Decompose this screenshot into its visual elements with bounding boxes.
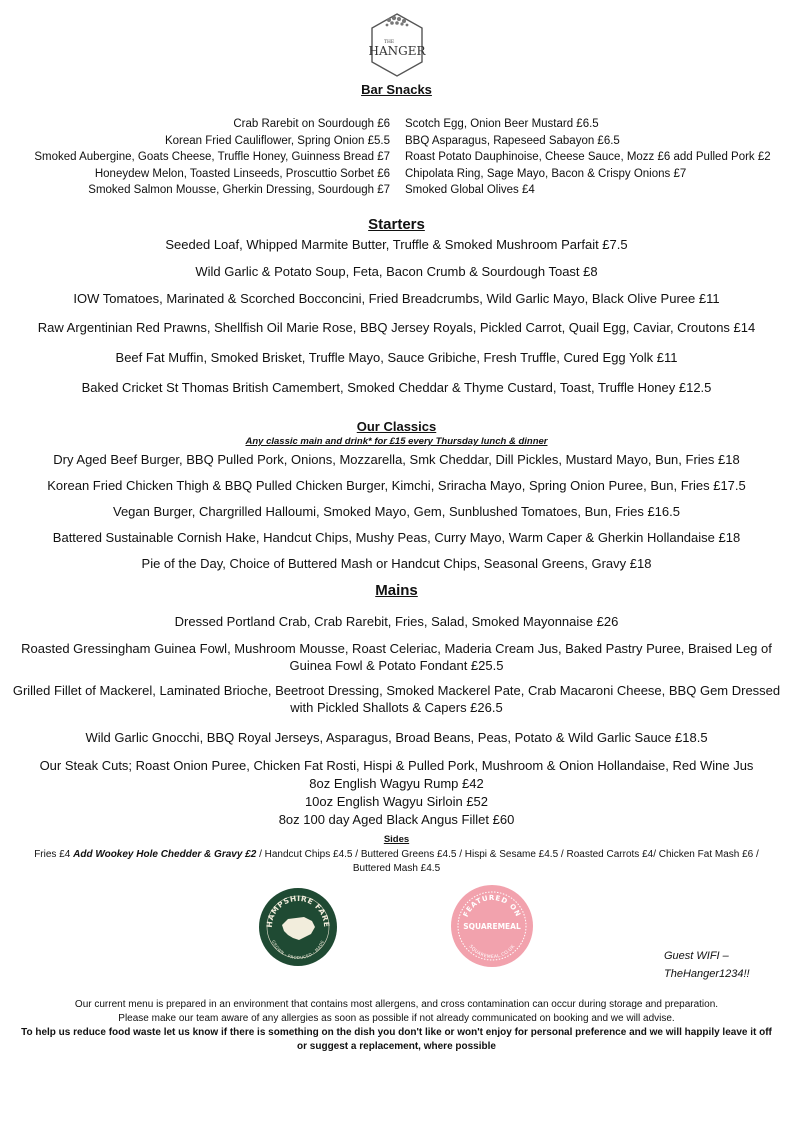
classic-item: Korean Fried Chicken Thigh & BBQ Pulled Chicken Burger, Kimchi, Sriracha Mayo, Spring Onion Puree, Bun, Fries £17.5 <box>47 478 746 493</box>
main-item: Grilled Fillet of Mackerel, Laminated Brioche, Beetroot Dressing, Smoked Mackerel Pate, Crab Macaroni Cheese, BBQ Gem Dressed with Pickled Shallots & Capers £26.5 <box>12 683 781 715</box>
squaremeal-badge <box>450 884 534 968</box>
bar-snack-item: Roast Potato Dauphinoise, Cheese Sauce, Mozz £6 add Pulled Pork £2 <box>405 151 771 163</box>
hanger-logo <box>367 10 427 80</box>
starter-item: Seeded Loaf, Whipped Marmite Butter, Truffle & Smoked Mushroom Parfait £7.5 <box>165 237 628 252</box>
bar-snack-item: Honeydew Melon, Toasted Linseeds, Proscuttio Sorbet £6 <box>94 167 390 180</box>
bar-snack-item: Smoked Global Olives £4 <box>405 184 535 196</box>
main-item: Roasted Gressingham Guinea Fowl, Mushroom Mousse, Roast Celeriac, Maderia Cream Jus, Baked Pastry Puree, Braised Leg of Guinea Fowl & Potato Fondant £25.5 <box>21 641 772 673</box>
footer-bold-note: To help us reduce food waste let us know if there is something on the dish you don't like or won't enjoy for personal preference and we will happily leave it off or suggest a replacement, where possible <box>21 1027 772 1052</box>
wifi-label: Guest WIFI – <box>664 950 729 962</box>
bar-snacks-left-column <box>0 116 390 199</box>
sides-text-pre: Fries £4 <box>34 849 74 860</box>
starters-title: Starters <box>368 216 425 233</box>
starter-item: Wild Garlic & Potato Soup, Feta, Bacon Crumb & Sourdough Toast £8 <box>195 264 598 279</box>
classic-item: Dry Aged Beef Burger, BBQ Pulled Pork, Onions, Mozzarella, Smk Cheddar, Dill Pickles, Mustard Mayo, Bun, Fries £18 <box>53 452 740 467</box>
bar-snack-item: BBQ Asparagus, Rapeseed Sabayon £6.5 <box>405 134 620 147</box>
main-item: Wild Garlic Gnocchi, BBQ Royal Jerseys, Asparagus, Broad Beans, Peas, Potato & Wild Garlic Sauce £18.5 <box>85 730 708 745</box>
hampshire-fare-badge <box>258 887 338 967</box>
footer-line: Please make our team aware of any allergies as soon as possible if not already communicated on booking and we will advise. <box>118 1013 675 1024</box>
classic-item: Battered Sustainable Cornish Hake, Handcut Chips, Mushy Peas, Curry Mayo, Warm Caper & Gherkin Hollandaise £18 <box>52 530 741 545</box>
main-item: Dressed Portland Crab, Crab Rarebit, Fries, Salad, Smoked Mayonnaise £26 <box>174 614 619 629</box>
sides-text-post: / Handcut Chips £4.5 / Buttered Greens £4.5 / Hispi & Sesame £4.5 / Roasted Carrots £4/ Chicken Fat Mash £6 / Buttered Mash £4.5 <box>256 849 759 874</box>
starter-item: Beef Fat Muffin, Smoked Brisket, Truffle Mayo, Sauce Gribiche, Fresh Truffle, Cured Egg Yolk £11 <box>115 350 678 365</box>
bar-snack-item: Crab Rarebit on Sourdough £6 <box>233 118 390 130</box>
bar-snack-item: Scotch Egg, Onion Beer Mustard £6.5 <box>405 118 599 130</box>
bar-snacks-title: Bar Snacks <box>361 82 432 97</box>
logo-small-text: THE <box>384 40 395 45</box>
classic-item: Pie of the Day, Choice of Buttered Mash or Handcut Chips, Seasonal Greens, Gravy £18 <box>141 556 652 571</box>
bar-snack-item: Chipolata Ring, Sage Mayo, Bacon & Crispy Onions £7 <box>405 167 687 180</box>
steak-item: 8oz 100 day Aged Black Angus Fillet £60 <box>278 812 515 827</box>
wifi-password: TheHanger1234!! <box>664 968 750 980</box>
squaremeal-url-text: SQUAREMEAL.CO.UK <box>467 944 517 961</box>
bar-snack-item: Korean Fried Cauliflower, Spring Onion £5.5 <box>164 134 390 147</box>
hampshire-fare-subtext: GROWN · PRODUCED · MADE <box>270 939 326 961</box>
sides-title: Sides <box>383 834 410 845</box>
classic-item: Vegan Burger, Chargrilled Halloumi, Smoked Mayo, Gem, Sunblushed Tomatoes, Bun, Fries £16.5 <box>112 504 680 519</box>
bar-snack-item: Smoked Salmon Mousse, Gherkin Dressing, Sourdough £7 <box>88 184 390 196</box>
steak-item: 10oz English Wagyu Sirloin £52 <box>304 794 489 809</box>
starter-item: IOW Tomatoes, Marinated & Scorched Bocconcini, Fried Breadcrumbs, Wild Garlic Mayo, Black Olive Puree £11 <box>73 291 720 306</box>
starter-item: Baked Cricket St Thomas British Camembert, Smoked Cheddar & Thyme Custard, Toast, Truffle Honey £12.5 <box>81 380 712 395</box>
classics-title: Our Classics <box>356 419 437 434</box>
squaremeal-featured-text: FEATURED ON <box>461 893 523 919</box>
classics-promo: Any classic main and drink* for £15 every Thursday lunch & dinner <box>245 436 548 447</box>
starter-item: Raw Argentinian Red Prawns, Shellfish Oil Marie Rose, BBQ Jersey Royals, Pickled Carrot, Quail Egg, Caviar, Croutons £14 <box>37 320 756 335</box>
sides-list <box>20 848 773 876</box>
guest-wifi <box>664 947 750 983</box>
bar-snack-item: Smoked Aubergine, Goats Cheese, Truffle Honey, Guinness Bread £7 <box>34 151 390 163</box>
logo-name-text: HANGER <box>368 44 426 58</box>
bar-snacks-right-column <box>405 116 793 199</box>
steak-item: 8oz English Wagyu Rump £42 <box>309 776 484 791</box>
sides-highlight: Add Wookey Hole Chedder & Gravy £2 <box>73 849 257 860</box>
squaremeal-name-text: SQUAREMEAL <box>463 922 521 931</box>
steak-intro: Our Steak Cuts; Roast Onion Puree, Chicken Fat Rosti, Hispi & Pulled Pork, Mushroom & Onion Hollandaise, Red Wine Jus <box>39 758 754 773</box>
footer-line: Our current menu is prepared in an environment that contains most allergens, and cross contamination can occur during storage and preparation. <box>74 999 719 1010</box>
mains-title: Mains <box>375 582 418 599</box>
hampshire-fare-text: HAMPSHIRE FARE <box>264 893 332 928</box>
allergen-footer <box>20 998 773 1054</box>
